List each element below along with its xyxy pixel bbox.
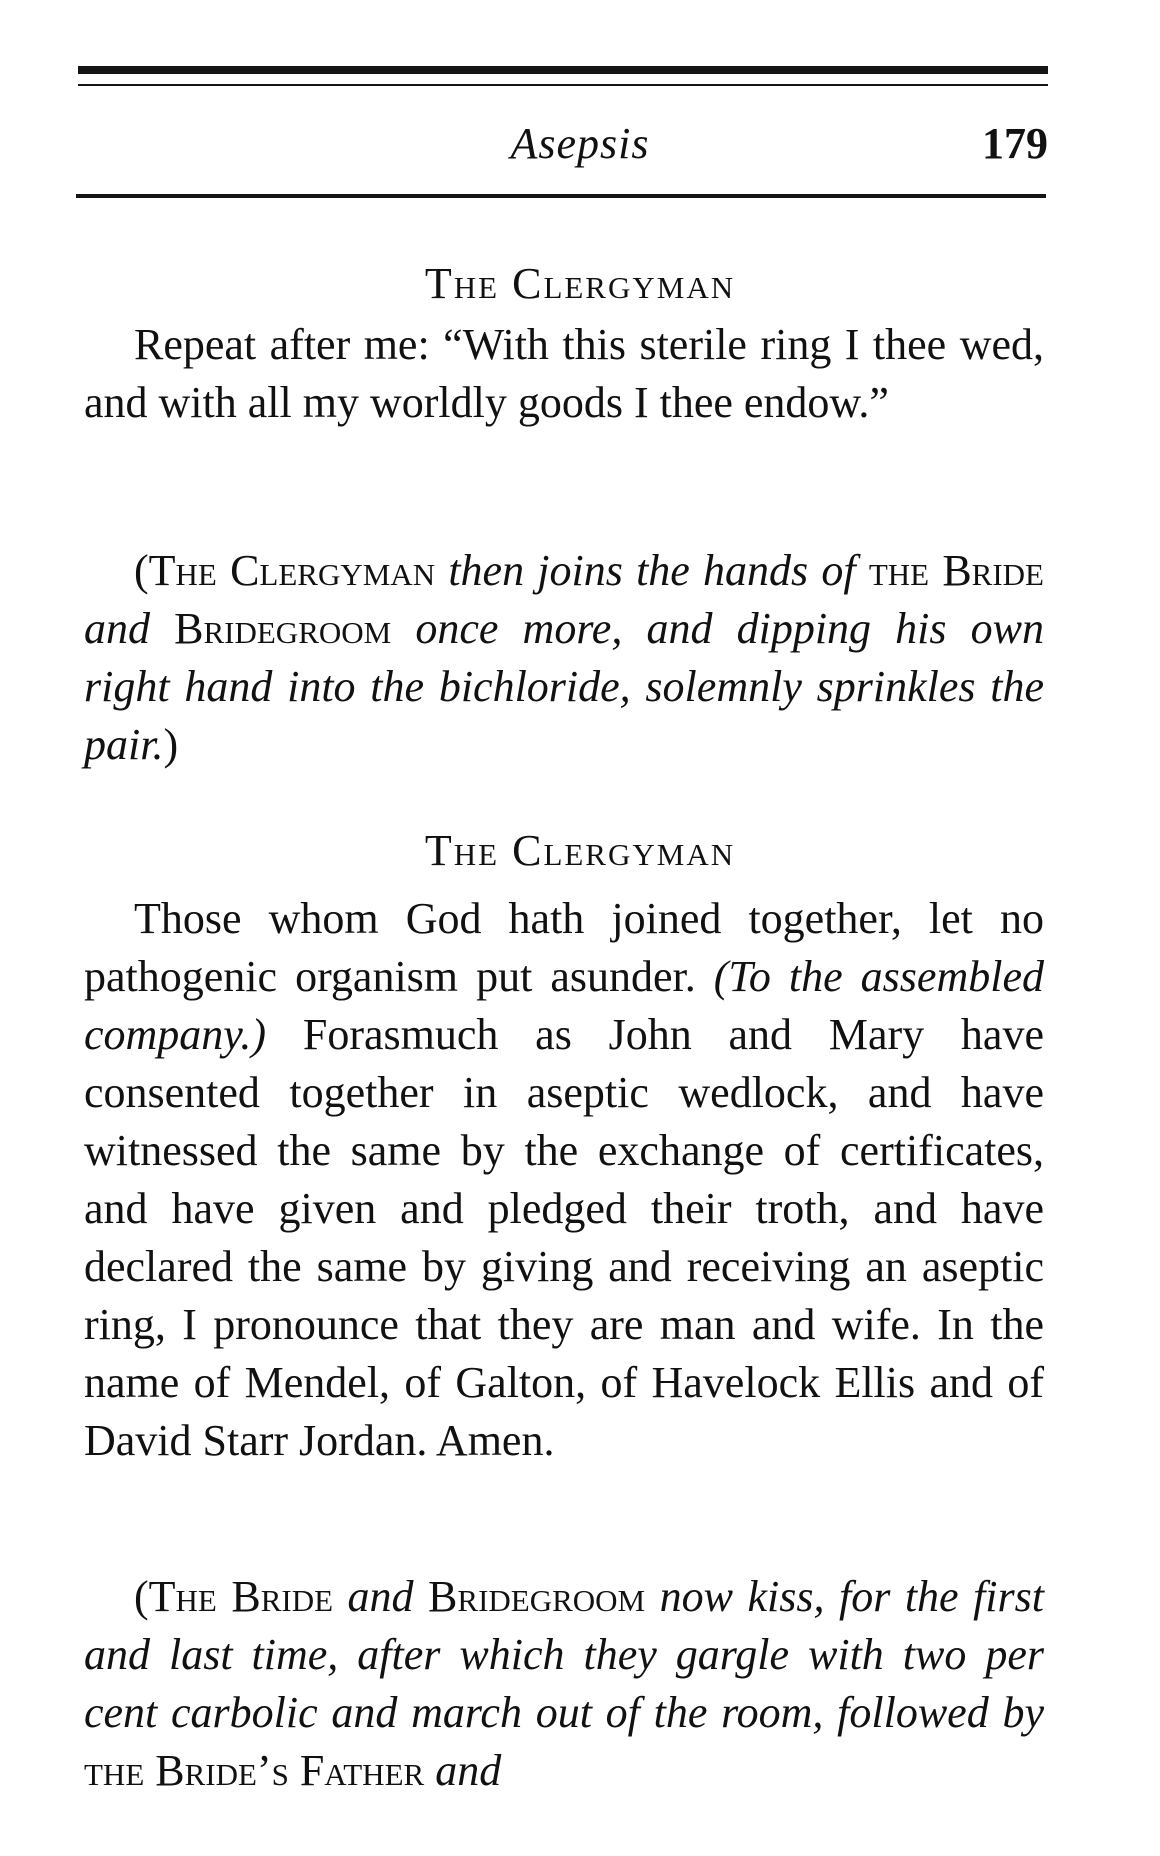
page-number: 179 xyxy=(982,119,1048,168)
direction-text: and xyxy=(84,604,175,653)
close-paren: ) xyxy=(163,720,179,769)
speech-paragraph-1: Repeat after me: “With this sterile ring I thee wed, and with all my worldly goods I thee endow.” xyxy=(84,320,1044,427)
direction-text: now kiss, for the first and last time, after which they gargle with two per cent carbolic and march out of the room, followed by xyxy=(84,1572,1045,1737)
speaker-bride: The Bride xyxy=(148,1572,334,1621)
speaker-bridegroom: Bridegroom xyxy=(428,1572,646,1621)
direction-text: once more, and dipping his own right hand into the bichloride, solemnly sprinkles the pair. xyxy=(84,604,1045,769)
inline-stage-direction: (To the assembled company.) xyxy=(84,952,1044,1059)
speaker-heading-1: The Clergyman xyxy=(424,259,736,308)
header-rule-thin xyxy=(78,84,1048,86)
direction-text: and xyxy=(333,1572,429,1621)
speaker-clergyman: The Clergyman xyxy=(148,546,436,595)
running-title: Asepsis xyxy=(510,119,650,168)
stage-direction-1 xyxy=(84,542,1044,774)
speech-text: Forasmuch as John and Mary have consented together in aseptic wedlock, and have witnessed the same by the exchange of certificates, and have given and pledged their troth, and have declared the same by giving and receiving an aseptic ring, I pronounce that they are man and wife. In the name of Mendel, of Galton, of Havelock Ellis and of David Starr Jordan. Amen. xyxy=(84,1010,1044,1465)
speech-text: Those whom God hath joined together, let no pathogenic organism put asunder. xyxy=(84,894,1044,1001)
speech-paragraph-2 xyxy=(84,890,1044,1470)
speaker-bride-father: the Bride’s Father xyxy=(84,1746,425,1795)
header-rule-thick xyxy=(78,66,1048,74)
stage-direction-2 xyxy=(84,1568,1044,1800)
speaker-bridegroom: Bridegroom xyxy=(174,604,392,653)
speaker-bride: the Bride xyxy=(868,546,1044,595)
open-paren: ( xyxy=(134,1572,149,1621)
direction-text: then joins the hands of xyxy=(435,546,869,595)
open-paren: ( xyxy=(134,546,149,595)
direction-text: and xyxy=(424,1746,502,1795)
header-rule-bottom xyxy=(76,194,1046,198)
speaker-heading-2: The Clergyman xyxy=(424,826,736,875)
